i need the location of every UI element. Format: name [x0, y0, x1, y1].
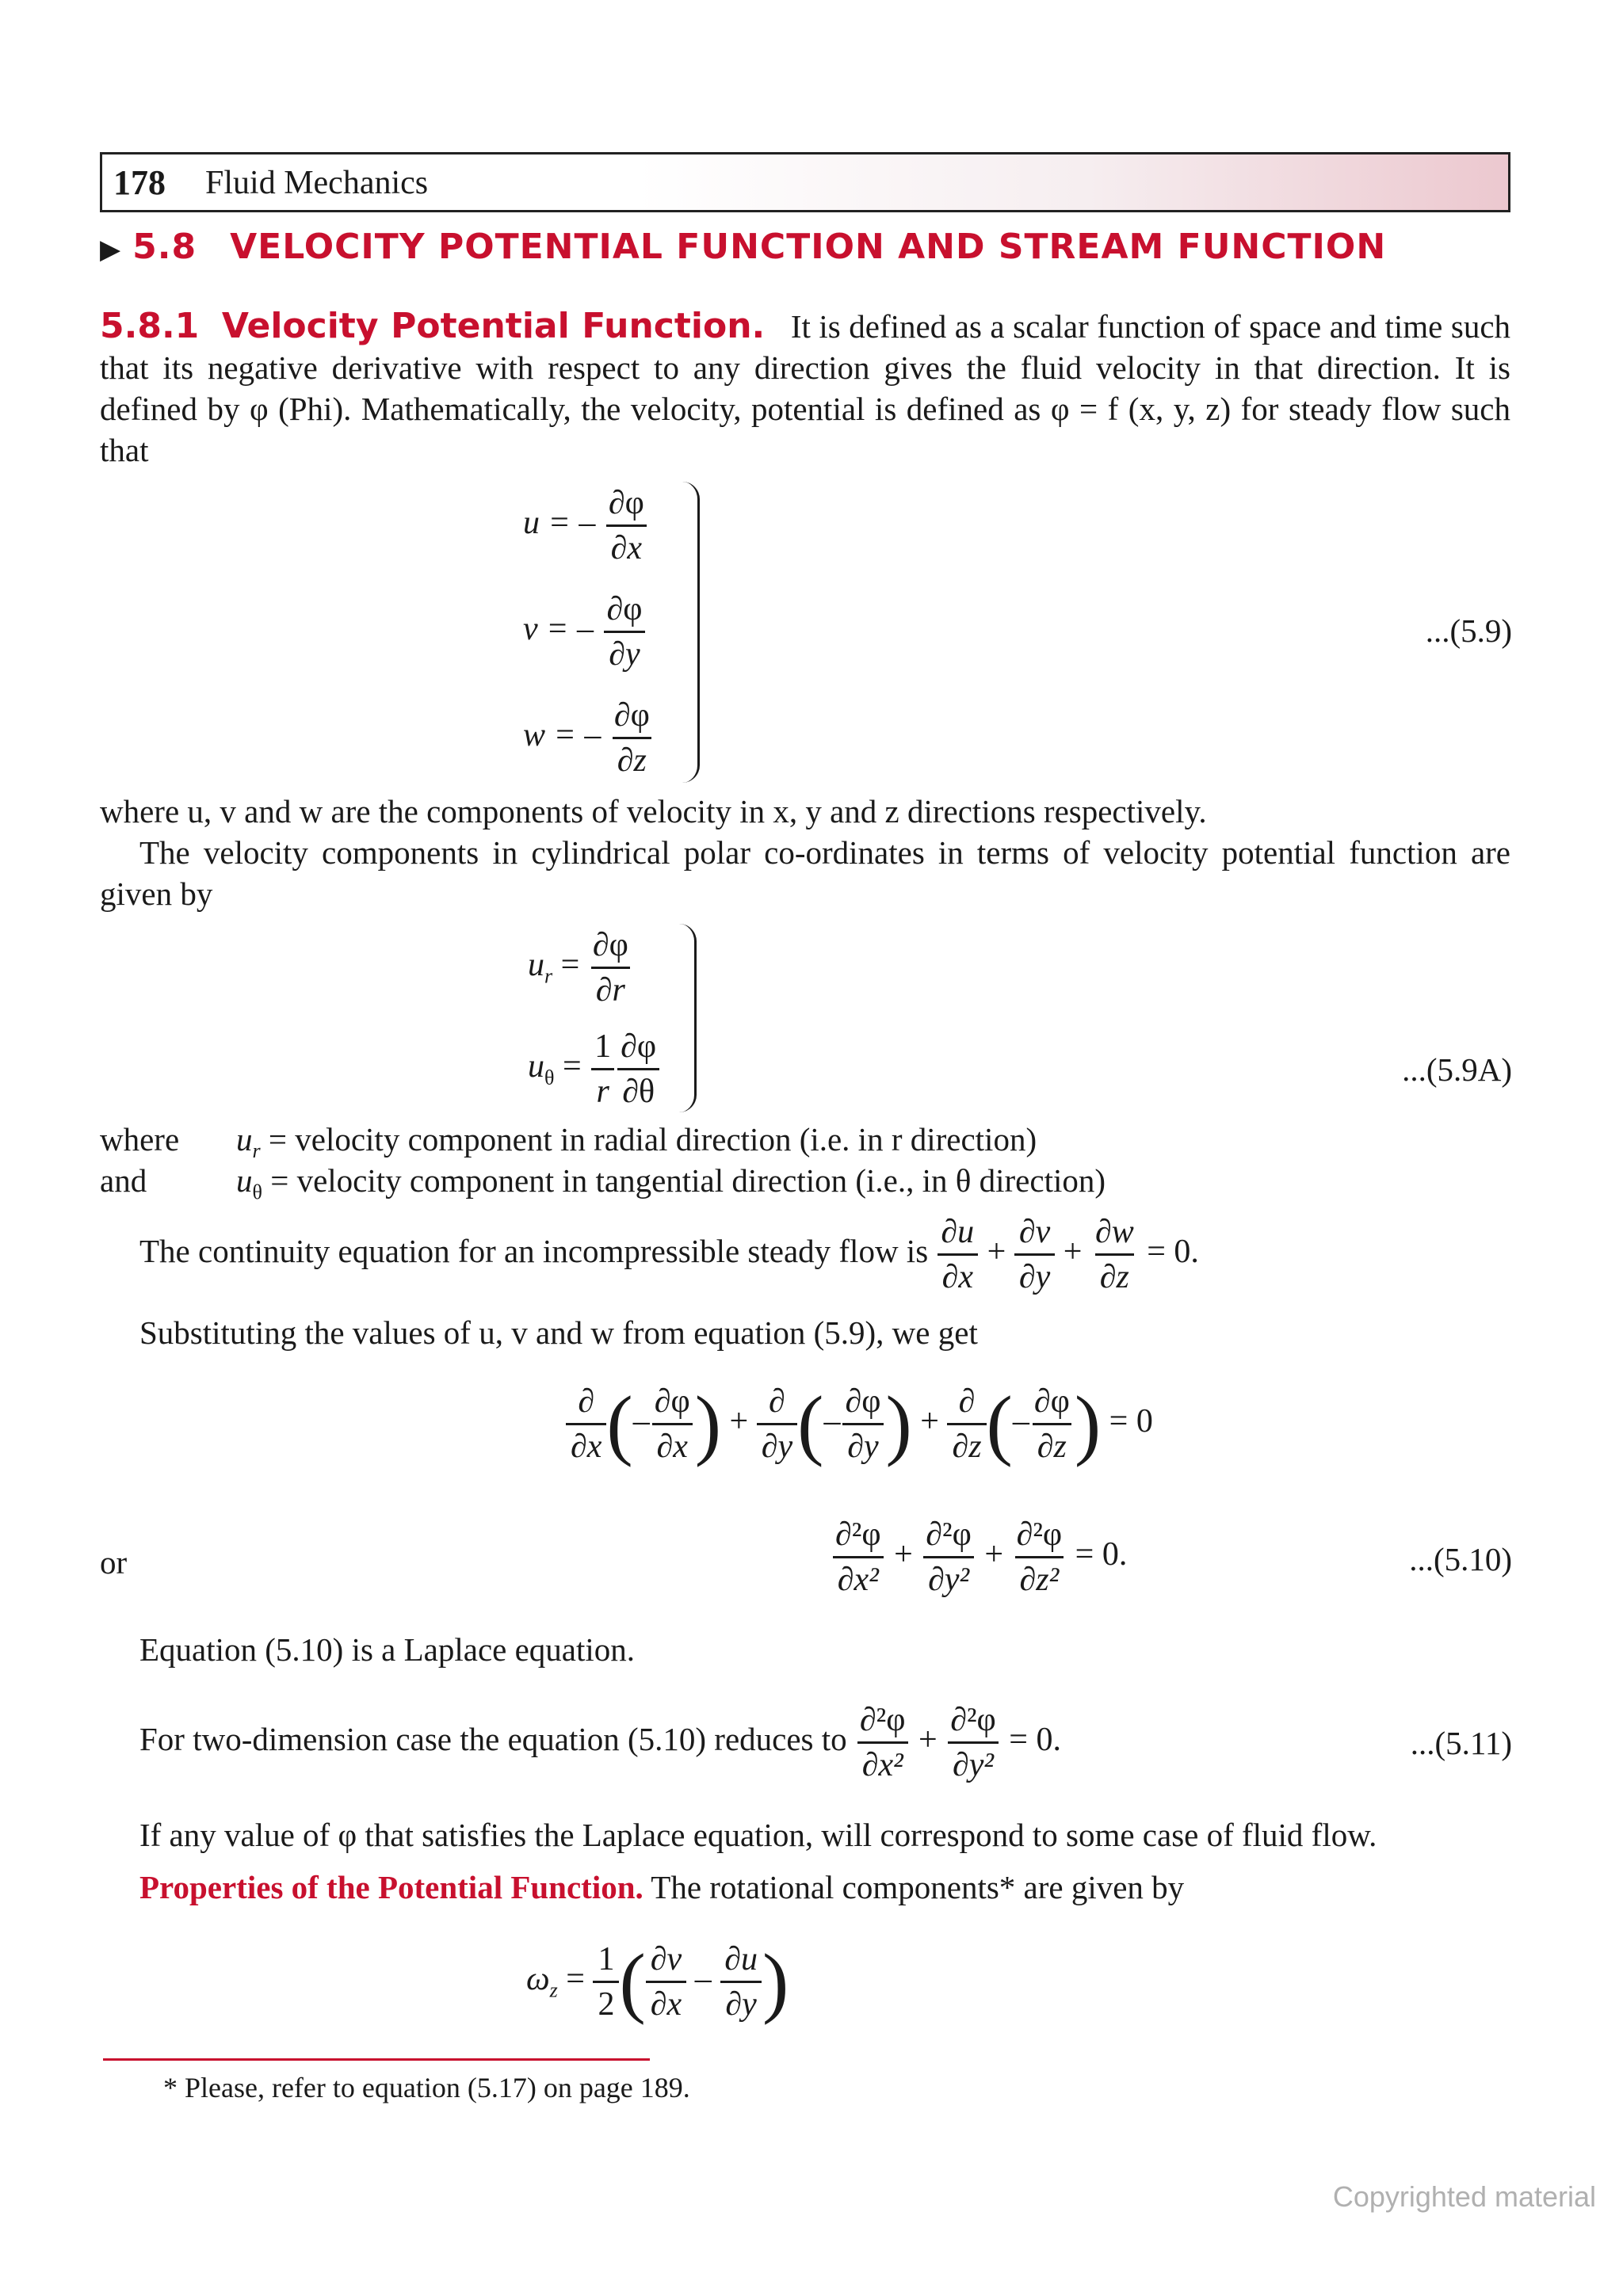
eq-den: ∂y [757, 1423, 797, 1468]
paragraph-polar: The velocity components in cylindrical polar co-ordinates in terms of velocity potential function are given by [100, 834, 1510, 912]
eq-lhs: v = – [523, 611, 594, 648]
equation-substituted: $\frac{\partial}{\partial x}$ (– $\frac{\partial\varphi}{\partial x}$ ) + $\frac{\partial}{\partial y}$ (– $\frac{\partial\varphi}{\partial y}$ ) + $\frac{\partial}{\partial z}$ (– $\frac{\partial\varphi}{\partial z}$ ) = 0 [566, 1380, 1153, 1468]
eq-den: ∂y² [923, 1556, 974, 1601]
where-text: = velocity component in radial direction (i.e. in r direction) [268, 1121, 1037, 1158]
eq-den: ∂x [606, 524, 647, 570]
eq-end: = 0 [1109, 1403, 1153, 1440]
equation-omega: $\omega_z$ = $\frac{1}{2}$ ( $\frac{\partial v}{\partial x}$ – $\frac{\partial u}{\partial y}$ ) [526, 1937, 789, 2026]
equation-5-9 [523, 482, 700, 783]
triangle-bullet-icon: ▶ [100, 234, 122, 265]
section-heading [100, 227, 1386, 267]
eq-end: = 0. [1009, 1722, 1061, 1759]
eq-num: ∂²φ [1016, 1516, 1063, 1553]
eq-sub: r [544, 964, 553, 988]
eq-num: ∂φ [592, 927, 628, 963]
eq-num: ∂w [1094, 1214, 1134, 1250]
eq-den: ∂z² [1015, 1556, 1064, 1601]
paragraph-any-value: If any value of φ that satisfies the Laplace equation, will correspond to some case of fluid flow. [139, 1817, 1377, 1853]
eq-den: ∂x [938, 1253, 978, 1299]
eq-den: ∂x [646, 1981, 686, 2026]
eq-den: ∂z [1095, 1253, 1134, 1299]
book-title: Fluid Mechanics [205, 165, 429, 201]
eq-u [523, 482, 649, 570]
page-number: 178 [113, 163, 166, 202]
eq-num: ∂ [769, 1383, 785, 1420]
eq-den: ∂z [947, 1423, 986, 1468]
eq-utheta: $u_\theta$ = $\frac{1}{r}$ $\frac{\partial\varphi}{\partial\theta}$ [528, 1025, 661, 1113]
footnote-rule [103, 2058, 650, 2061]
eq-num: ∂v [650, 1941, 682, 1978]
eq-num: ∂u [724, 1941, 758, 1978]
eq-num: ∂φ [606, 591, 643, 627]
eq-num: ∂φ [1033, 1383, 1070, 1420]
eq-den: ∂θ [617, 1068, 659, 1113]
eq-num: ∂ [578, 1383, 595, 1420]
subsection-title: Velocity Potential Function. [221, 306, 766, 346]
eq-den: ∂x [652, 1423, 693, 1468]
eq-den: ∂y [1014, 1253, 1055, 1299]
eq-lhs: w = – [523, 717, 601, 754]
equation-5-9a [528, 924, 697, 1112]
where-symbol: u [236, 1121, 253, 1158]
running-header [100, 152, 1510, 212]
omega-symbol: ω [526, 1961, 550, 1998]
where-item-tangential [100, 1160, 1106, 1213]
subsection-intro [100, 306, 1510, 471]
where-text: = velocity component in tangential direction (i.e., in θ direction) [270, 1162, 1106, 1199]
equation-5-11-line: For two-dimension case the equation (5.10) reduces to $\frac{\text{∂²φ}}{\text{∂x²}}$ + $\frac{\text{∂²φ}}{\text{∂y²}}$ = 0. [139, 1699, 1061, 1787]
eq-den: ∂y [842, 1423, 883, 1468]
eq-w [523, 694, 655, 782]
eq-num: ∂²φ [926, 1516, 972, 1553]
eq-den: ∂z [1033, 1423, 1071, 1468]
eq-den: ∂y² [948, 1741, 999, 1787]
footnote: * Please, refer to equation (5.17) on page 189. [163, 2072, 690, 2103]
equation-5-10-lead: or [100, 1544, 128, 1581]
continuity-line: The continuity equation for an incompressible steady flow is $\frac{\partial u}{\partial x}$ + $\frac{\partial v}{\partial y}$ + $\frac{\partial w}{\partial z}$ = 0. [139, 1211, 1199, 1299]
eq-den: 2 [593, 1981, 619, 2026]
eq-den: ∂x² [833, 1556, 884, 1601]
eq-num: ∂ [958, 1383, 976, 1420]
eq-num: ∂²φ [859, 1702, 906, 1738]
properties-text: The rotational components* are given by [651, 1869, 1185, 1905]
equation-tag-5-10: ...(5.10) [1409, 1541, 1512, 1577]
eq-num: ∂²φ [835, 1516, 881, 1553]
eq-num: ∂²φ [950, 1702, 996, 1738]
omega-sub: z [549, 1978, 558, 2002]
eq-num: ∂u [941, 1214, 975, 1250]
subsection-intro-text: It is defined as a scalar function of space and time such that its negative derivative with respect to any direction gives the fluid velocity in that direction. It is defined by φ (Phi). Mathematically, the velocity, potential is defined as φ = f (x, y, z) for steady flow such that [100, 308, 1511, 468]
copyright-watermark: Copyrighted material [1332, 2180, 1596, 2213]
paragraph-uvw: where u, v and w are the components of velocity in x, y and z directions respectively. [100, 793, 1207, 830]
equation-5-10: $\frac{\text{∂²φ}}{\text{∂x²}}$ + $\frac{\text{∂²φ}}{\text{∂y²}}$ + $\frac{\text{∂²φ}}{\text{∂z²}}$ = 0. [831, 1513, 1127, 1601]
where-sub: r [252, 1139, 261, 1163]
where-sub: θ [252, 1180, 262, 1204]
where-lead: and [100, 1162, 147, 1199]
eq-den: ∂r [591, 967, 630, 1012]
section-number: 5.8 [132, 227, 197, 267]
properties-heading: Properties of the Potential Function. [139, 1869, 643, 1905]
eq-lhs: u [528, 947, 544, 984]
eq-num: ∂φ [613, 697, 650, 734]
eq-sub: θ [544, 1066, 555, 1089]
eq-num: ∂v [1018, 1214, 1051, 1250]
eq-num: ∂φ [654, 1383, 690, 1420]
equation-tag-5-11: ...(5.11) [1410, 1725, 1512, 1761]
eq-num: ∂φ [845, 1383, 881, 1420]
eq-num: ∂φ [621, 1028, 657, 1065]
equation-tag-5-9: ...(5.9) [1425, 612, 1512, 649]
eq-end: = 0. [1075, 1536, 1128, 1573]
paragraph-substituting: Substituting the values of u, v and w from equation (5.9), we get [139, 1314, 978, 1351]
laplace-note: Equation (5.10) is a Laplace equation. [139, 1631, 636, 1668]
where-lead: where [100, 1121, 180, 1158]
eq-num: 1 [598, 1941, 615, 1978]
eq-num: ∂φ [608, 485, 644, 521]
eq-end: = 0. [1147, 1234, 1199, 1271]
where-symbol: u [236, 1162, 253, 1199]
eq-den: ∂z [613, 737, 651, 782]
eq-den: ∂y [720, 1981, 761, 2026]
eq-den: ∂y [604, 631, 644, 676]
continuity-text: The continuity equation for an incompressible steady flow is [139, 1233, 929, 1270]
eq-5-11-text: For two-dimension case the equation (5.10) reduces to [139, 1721, 847, 1758]
eq-ur: $u_r$ = $\frac{\partial\varphi}{\partial r}$ [528, 924, 633, 1012]
properties-line [139, 1867, 1184, 1908]
eq-den: ∂x² [857, 1741, 908, 1787]
eq-den: r [591, 1068, 613, 1113]
eq-lhs: u [528, 1048, 544, 1085]
eq-den: ∂x [566, 1423, 606, 1468]
eq-num: 1 [594, 1028, 612, 1065]
eq-v [523, 588, 647, 676]
equation-tag-5-9a: ...(5.9A) [1402, 1051, 1512, 1088]
eq-lhs: u = – [523, 505, 596, 542]
section-title: VELOCITY POTENTIAL FUNCTION AND STREAM FUNCTION [230, 227, 1387, 267]
subsection-number: 5.8.1 [100, 306, 200, 346]
